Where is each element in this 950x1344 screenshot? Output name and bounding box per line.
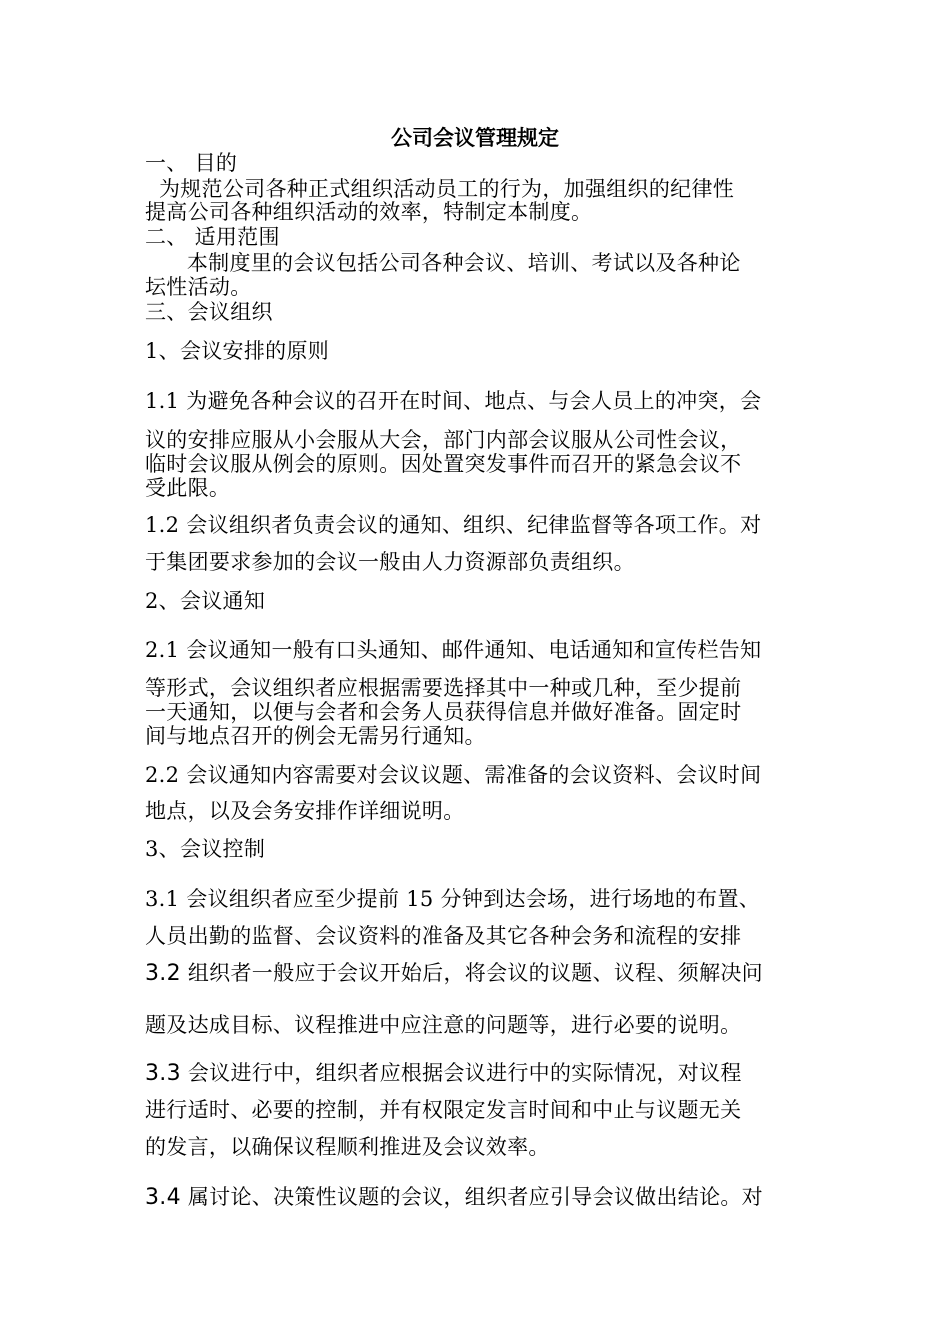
paragraph-line: 为规范公司各种正式组织活动员工的行为，加强组织的纪律性 [145,177,735,201]
paragraph-line: 3.1 会议组织者应至少提前 15 分钟到达会场，进行场地的布置、 [145,887,761,911]
clause-text: 属讨论、决策性议题的会议，组织者应引导会议做出结论。对 [187,1185,763,1209]
paragraph-line: 间与地点召开的例会无需另行通知。 [145,724,486,748]
paragraph-line: 2.1 会议通知一般有口头通知、邮件通知、电话通知和宣传栏告知 [145,638,762,662]
section-heading-organization: 三、会议组织 [145,300,273,324]
clause-number: 3.3 [145,1061,181,1086]
paragraph-line: 一天通知，以便与会者和会务人员获得信息并做好准备。固定时 [145,700,742,724]
section-heading-purpose: 一、 目的 [145,151,238,175]
document-title: 公司会议管理规定 [391,125,559,150]
subsection-heading: 2、会议通知 [145,589,266,613]
paragraph-line: 受此限。 [145,476,231,500]
paragraph-line: 坛性活动。 [145,275,252,299]
paragraph-line: 本制度里的会议包括公司各种会议、培训、考试以及各种论 [145,251,741,275]
paragraph-line: 2.2 会议通知内容需要对会议议题、需准备的会议资料、会议时间 [145,763,762,787]
subsection-heading: 1、会议安排的原则 [145,339,330,363]
paragraph-line [145,1184,810,1211]
paragraph-line: 地点，以及会务安排作详细说明。 [145,799,465,823]
paragraph-line [145,960,810,987]
paragraph-line: 题及达成目标、议程推进中应注意的问题等，进行必要的说明。 [145,1013,742,1037]
section-heading-scope: 二、 适用范围 [145,225,280,249]
paragraph-line: 的发言，以确保议程顺利推进及会议效率。 [145,1135,550,1159]
paragraph-line: 等形式，会议组织者应根据需要选择其中一种或几种，至少提前 [145,676,742,700]
paragraph-line: 1.2 会议组织者负责会议的通知、组织、纪律监督等各项工作。对 [145,513,762,537]
paragraph-line: 人员出勤的监督、会议资料的准备及其它各种会务和流程的安排 [145,924,742,948]
clause-number: 3.4 [145,1185,181,1210]
paragraph-line: 于集团要求参加的会议一般由人力资源部负责组织。 [145,550,635,574]
clause-text: 组织者一般应于会议开始后，将会议的议题、议程、须解决问 [187,961,763,985]
paragraph-line [145,1060,810,1087]
paragraph-line: 临时会议服从例会的原则。因处置突发事件而召开的紧急会议不 [145,452,742,476]
subsection-heading: 3、会议控制 [145,837,266,861]
paragraph-line: 1.1 为避免各种会议的召开在时间、地点、与会人员上的冲突，会 [145,389,762,413]
clause-text: 会议进行中，组织者应根据会议进行中的实际情况，对议程 [187,1061,742,1085]
paragraph-line: 进行适时、必要的控制，并有权限定发言时间和中止与议题无关 [145,1098,742,1122]
paragraph-line: 提高公司各种组织活动的效率，特制定本制度。 [145,200,593,224]
paragraph-line: 议的安排应服从小会服从大会，部门内部会议服从公司性会议， [145,428,742,452]
clause-number: 3.2 [145,961,181,986]
